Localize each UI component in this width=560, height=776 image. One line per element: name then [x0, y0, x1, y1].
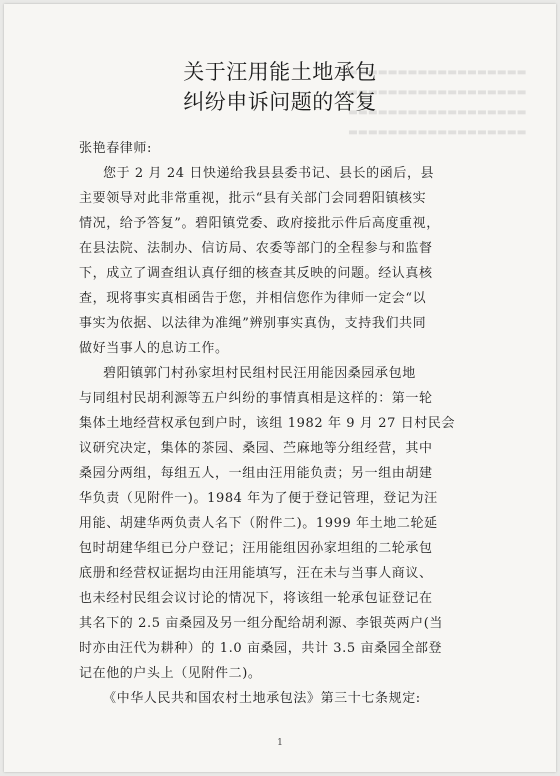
body-text-line: 包时胡建华组已分户登记；汪用能组因孙家坦组的二轮承包 — [79, 541, 433, 556]
body-text-line: 下，成立了调查组认真仔细的核查其反映的问题。经认真核 — [79, 266, 433, 281]
bleed-through-text: ▬▬▬▬▬▬▬▬▬▬▬▬▬▬▬▬▬▬ ▬▬▬▬▬▬▬▬▬▬▬▬▬▬▬▬▬▬ ▬▬▬▬▬▬▬▬▬▬▬▬▬▬▬▬▬▬ ▬▬▬▬▬▬▬▬▬▬▬▬▬▬▬▬▬▬ — [348, 66, 527, 138]
body-text-line: 碧阳镇郭门村孙家坦村民组村民汪用能因桑园承包地 — [103, 366, 416, 381]
body-text-line: 记在他的户头上（见附件二)。 — [79, 666, 262, 681]
salutation: 张艳春律师: — [79, 141, 152, 156]
document-page — [4, 4, 556, 772]
body-text-line: 查，现将事实真相函告于您，并相信您作为律师一定会“以 — [79, 291, 427, 306]
body-text-line: 情况，给予答复”。碧阳镇党委、政府接批示件后高度重视， — [79, 216, 440, 231]
body-text-line: 议研究决定，集体的茶园、桑园、苎麻地等分组经营，其中 — [79, 441, 433, 456]
body-text-line: 《中华人民共和国农村土地承包法》第三十七条规定: — [103, 691, 421, 706]
body-text-line: 集体土地经营权承包到户时，该组 1982 年 9 月 27 日村民会 — [79, 416, 456, 431]
body-text-line: 您于 2 月 24 日快递给我县县委书记、县长的函后，县 — [103, 166, 435, 181]
body-text-line: 时亦由汪代为耕种）的 1.0 亩桑园，共计 3.5 亩桑园全部登 — [79, 641, 443, 656]
body-text-line: 其名下的 2.5 亩桑园及另一组分配给胡利源、李银英两户(当 — [79, 616, 444, 631]
body-text-line: 做好当事人的息访工作。 — [79, 341, 229, 356]
body-text-line: 桑园分两组，每组五人，一组由汪用能负责；另一组由胡建 — [79, 466, 433, 481]
page-number: 1 — [277, 738, 283, 748]
document-body — [4, 136, 556, 711]
body-text-line: 在县法院、法制办、信访局、农委等部门的全程参与和监督 — [79, 241, 433, 256]
body-text-line: 华负责（见附件一)。1984 年为了便于登记管理，登记为汪 — [79, 491, 438, 506]
body-text-line: 用能、胡建华两负责人名下（附件二)。1999 年土地二轮延 — [79, 516, 438, 531]
body-text-line: 主要领导对此非常重视，批示“县有关部门会同碧阳镇核实 — [79, 191, 427, 206]
document-title-line-2: 纠纷申诉问题的答复 — [183, 90, 377, 114]
body-text-line: 事实为依据、以法律为准绳”辨别事实真伪，支持我们共同 — [79, 316, 427, 331]
body-text-line: 与同组村民胡利源等五户纠纷的事情真相是这样的：第一轮 — [79, 391, 433, 406]
body-text-line: 也未经村民组会议讨论的情况下，将该组一轮承包证登记在 — [79, 591, 433, 606]
body-text-line: 底册和经营权证据均由汪用能填写，汪在未与当事人商议、 — [79, 566, 433, 581]
document-title-line-1: 关于汪用能土地承包 — [183, 60, 377, 84]
